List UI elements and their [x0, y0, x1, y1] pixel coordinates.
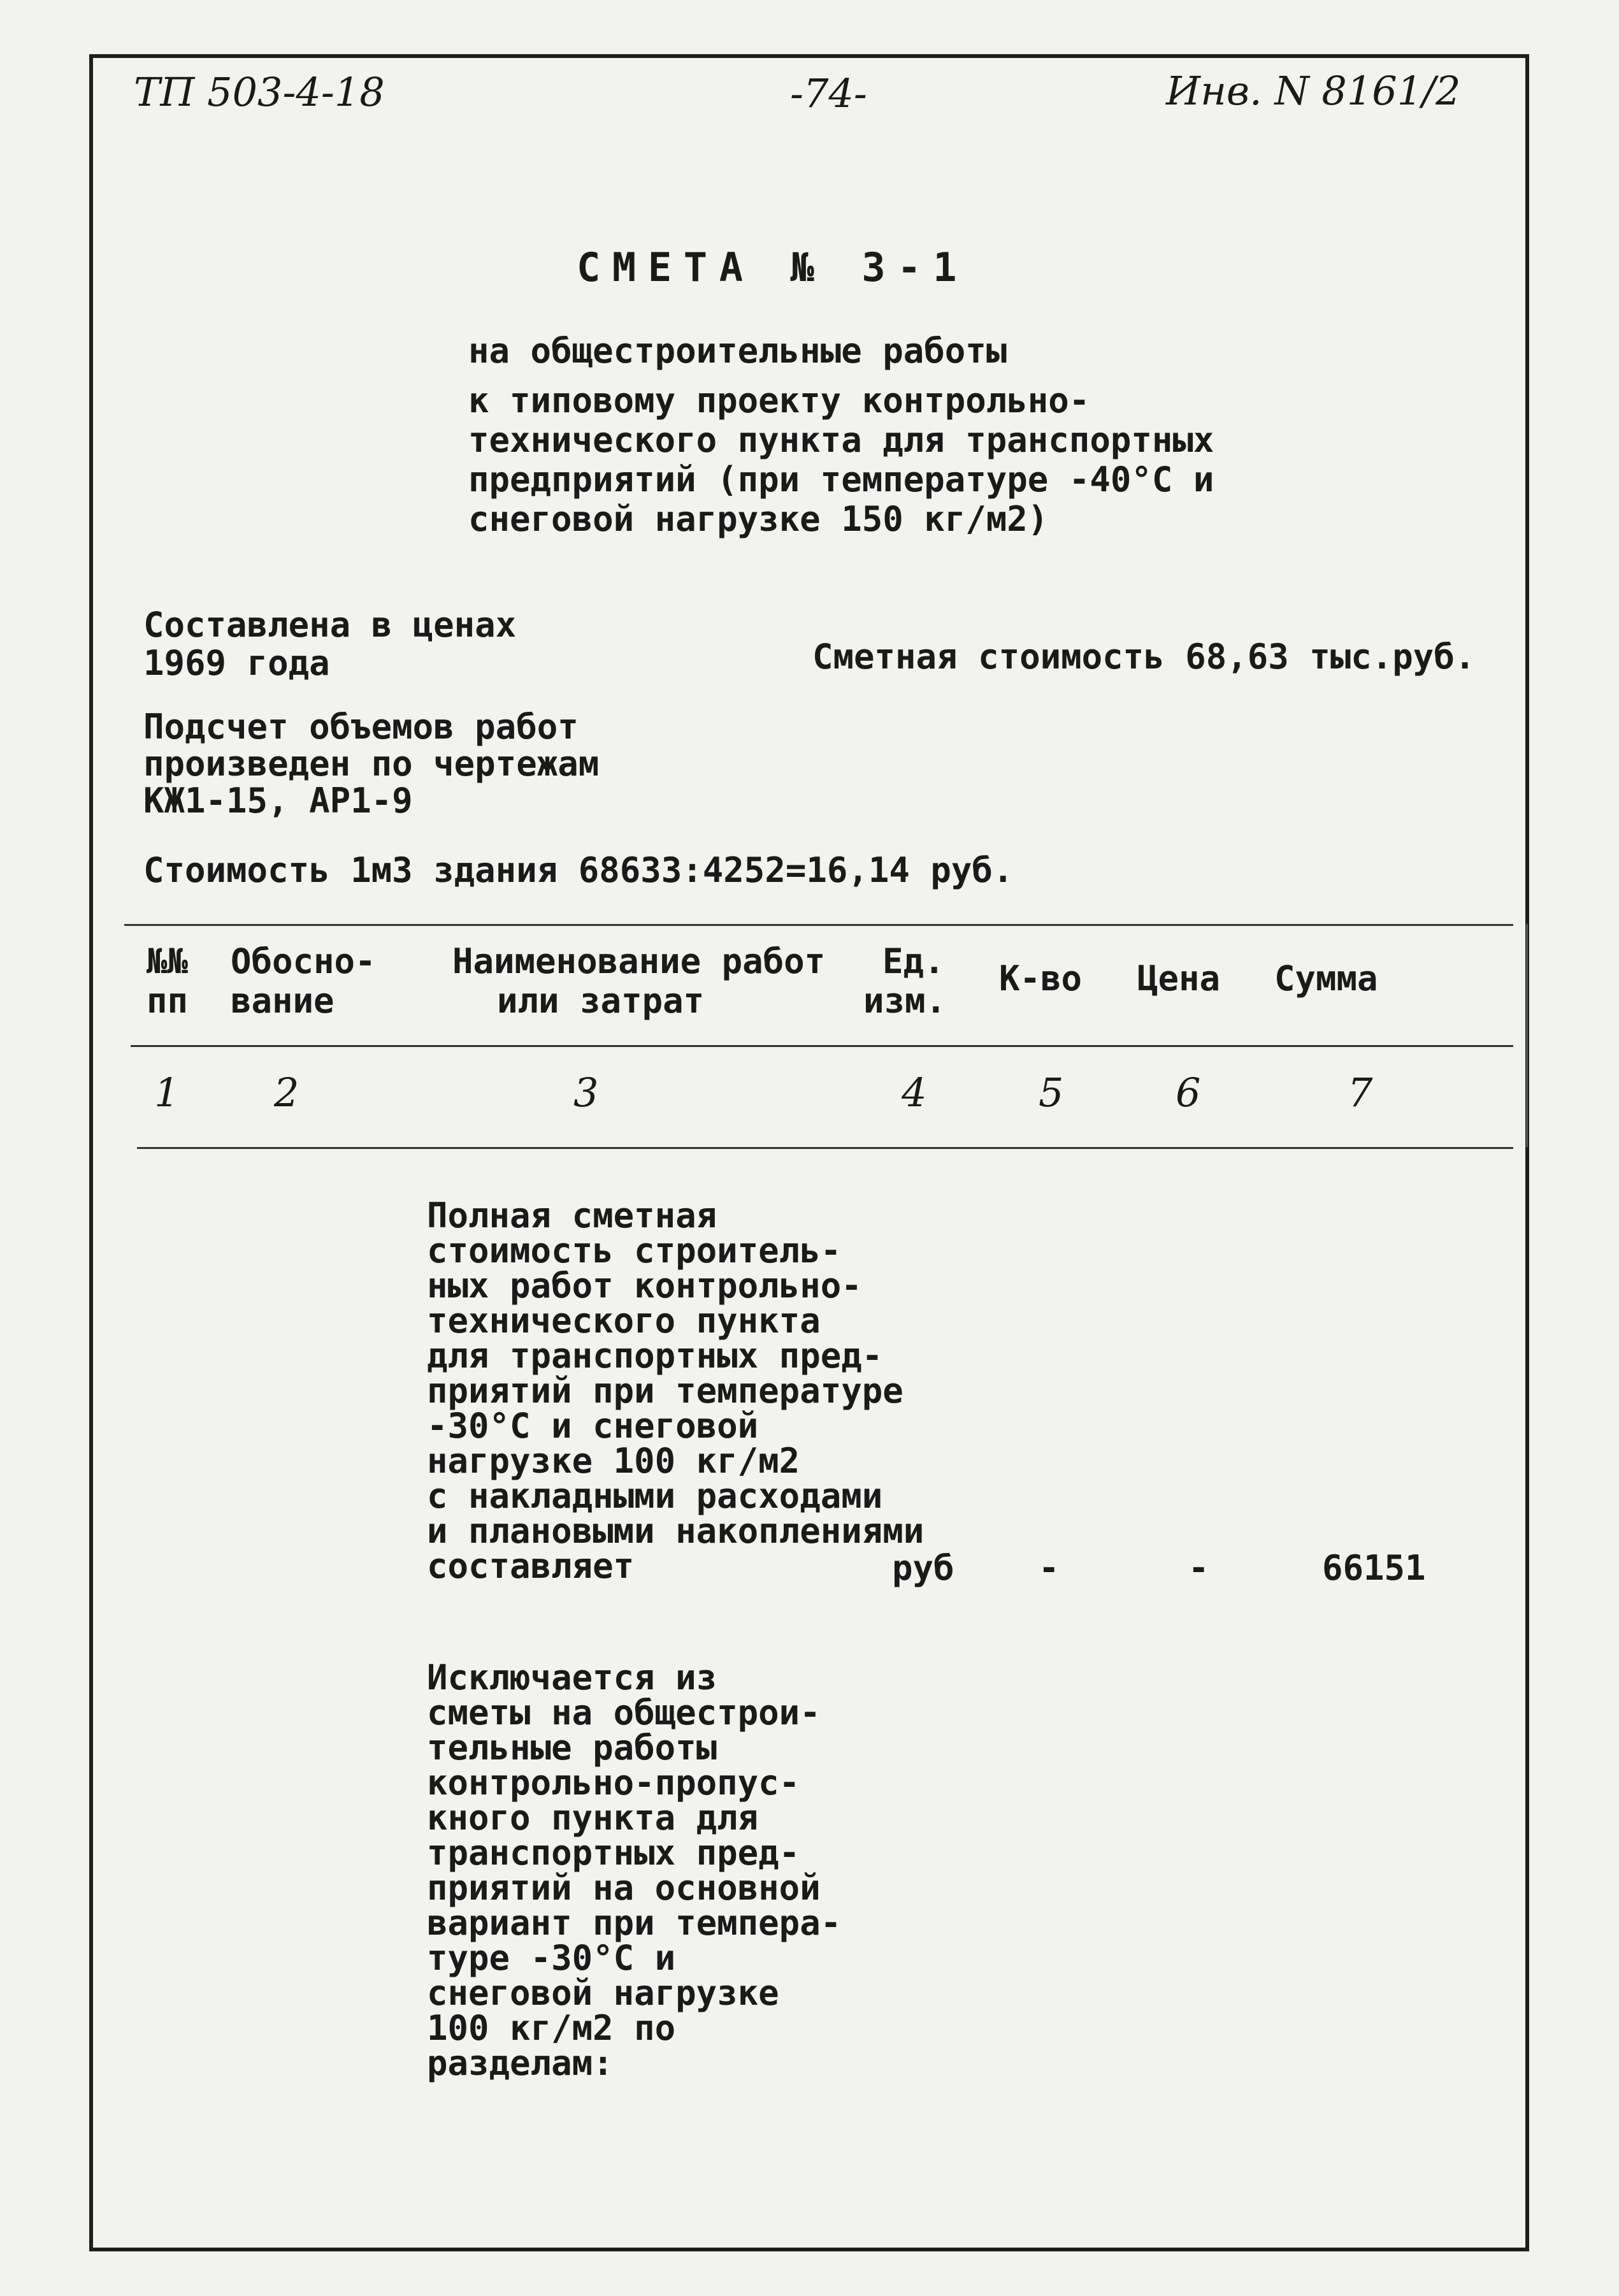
prices-basis-line: Составлена в ценах: [143, 605, 517, 645]
header-quantity: К-во: [999, 958, 1083, 999]
table-row-name: Исключается из сметы на общестрои- тельные работы контрольно-пропус- кного пункта для транспортных пред- приятий на основной вариант при темпера- туре -30°С и снеговой нагрузке 100 кг/м2 по разделам:: [427, 1657, 842, 2083]
header-unit: Ед. изм.: [863, 941, 947, 1021]
table-numbers-rule: [137, 1147, 1513, 1149]
column-number: 6: [1176, 1069, 1201, 1116]
header-price: Цена: [1137, 958, 1221, 999]
column-number: 4: [902, 1069, 927, 1116]
volume-basis-line: КЖ1-15, АР1-9: [143, 781, 413, 821]
header-number: №№ пп: [147, 941, 189, 1021]
description-line: предприятий (при температуре -40°С и: [468, 459, 1214, 500]
table-row-quantity: -: [1039, 1548, 1060, 1588]
header-name: Наименование работ или затрат: [452, 941, 826, 1021]
header-basis: Обосно- вание: [231, 941, 376, 1021]
column-number: 7: [1348, 1069, 1373, 1116]
unit-cost: Стоимость 1м3 здания 68633:4252=16,14 руб.: [143, 850, 1014, 890]
table-row-unit: руб: [892, 1548, 954, 1588]
column-number: 5: [1039, 1069, 1064, 1116]
description-line: к типовому проекту контрольно-: [468, 380, 1090, 421]
description-line: технического пункта для транспортных: [468, 420, 1214, 460]
column-number: 3: [573, 1069, 599, 1116]
document-subtitle: на общестроительные работы: [468, 331, 1007, 371]
table-row-name: Полная сметная стоимость строитель- ных работ контрольно- технического пункта для транспортных пред- приятий при температуре -30°С и снеговой нагрузке 100 кг/м2 с накладными расходами и плановыми накоплениями составляет: [427, 1195, 925, 1586]
volume-basis-line: Подсчет объемов работ: [143, 707, 579, 747]
document-title: СМЕТА № 3-1: [577, 244, 969, 291]
table-row-price: -: [1188, 1548, 1209, 1588]
column-number: 1: [154, 1069, 180, 1116]
column-number: 2: [274, 1069, 299, 1116]
table-header-rule: [131, 1045, 1513, 1047]
header-sum: Сумма: [1274, 958, 1378, 999]
estimated-cost: Сметная стоимость 68,63 тыс.руб.: [812, 637, 1476, 677]
inventory-number: Инв. N 8161/2: [1166, 68, 1461, 114]
project-code: ТП 503-4-18: [134, 69, 385, 115]
table-row-sum: 66151: [1322, 1548, 1426, 1588]
prices-basis-line: 1969 года: [143, 643, 330, 683]
page-number: -74-: [790, 70, 867, 117]
volume-basis-line: произведен по чертежам: [143, 744, 600, 784]
description-line: снеговой нагрузке 150 кг/м2): [468, 499, 1049, 539]
table-right-edge: [1526, 924, 1528, 1147]
table-top-rule: [124, 924, 1513, 926]
